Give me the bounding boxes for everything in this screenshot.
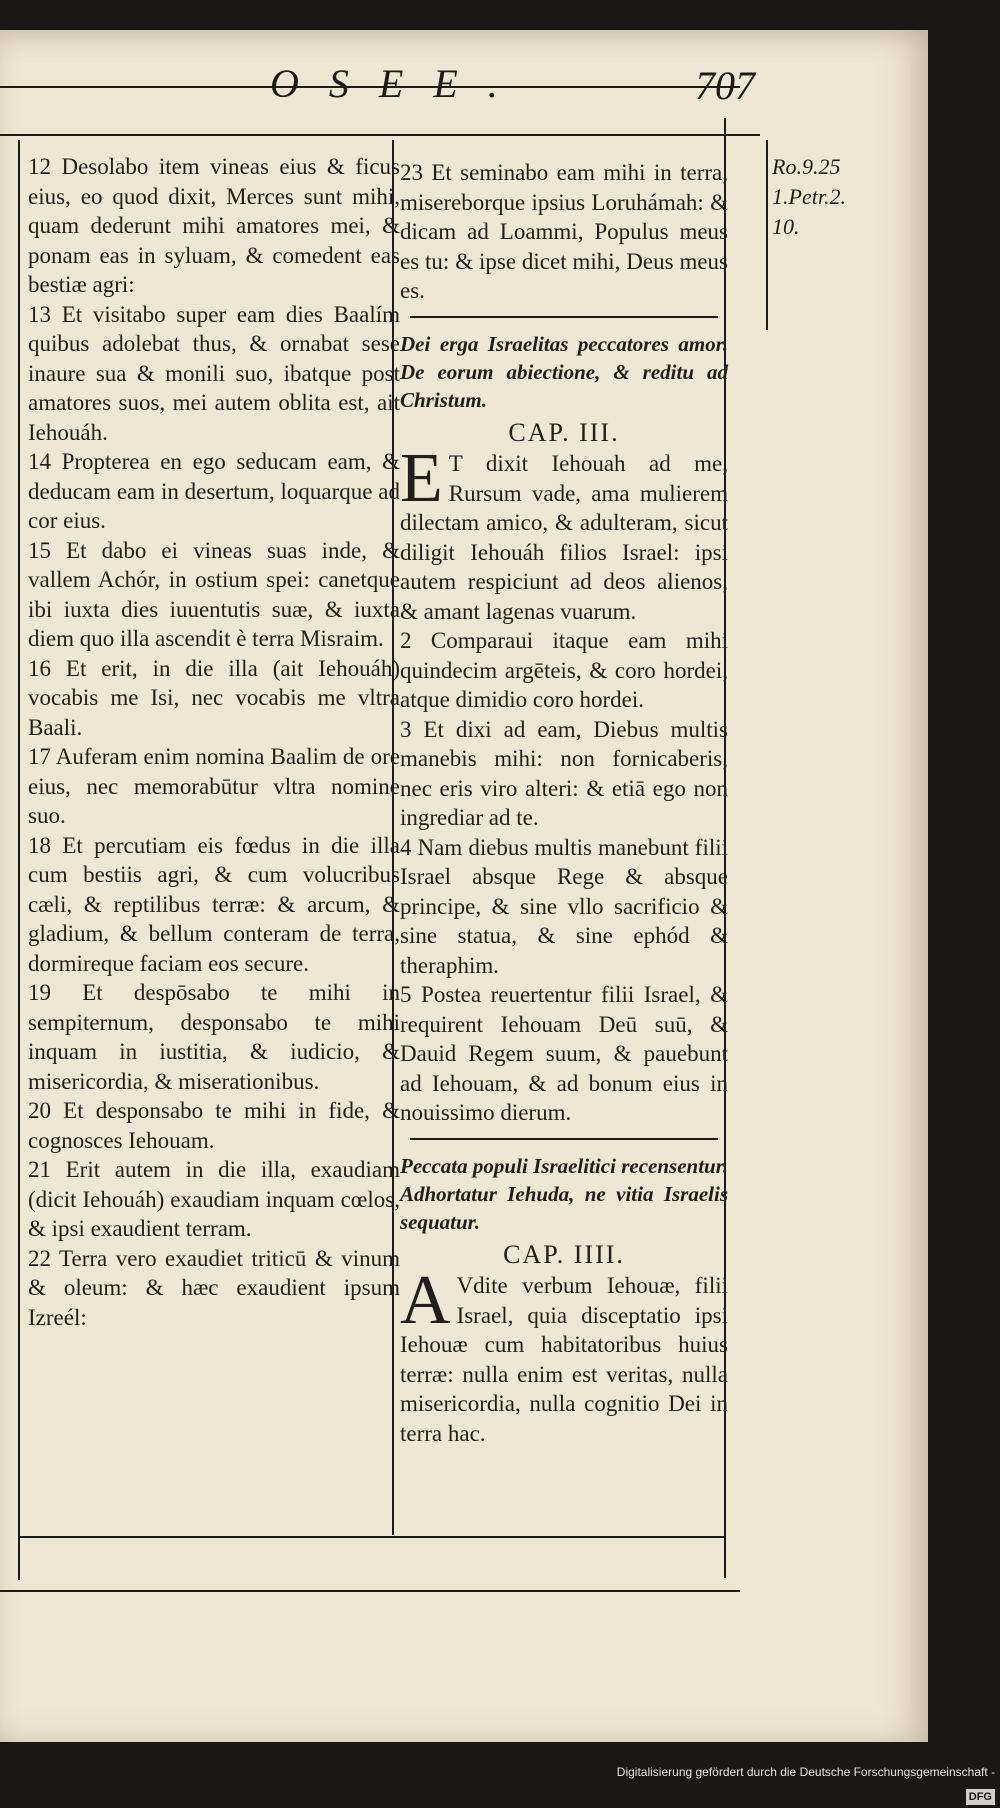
verse: 20 Et desponsabo te mihi in fide, & cognosces Iehouam. [28,1098,400,1153]
verse-text: Vdite verbum Iehouæ, filii Israel, quia disceptatio ipsi Iehouæ cum habitatoribus huius terræ: nulla enim est veritas, nulla misericordia, nulla cognitio Dei in terra hac. [400,1273,728,1446]
dfg-logo: DFG [966,1789,995,1805]
chapter-opening [400,1262,728,1448]
page-number: 707 [695,63,755,108]
bottom-rule-outer [0,1590,740,1592]
chapter-heading: CAP. IIII. [503,1239,625,1269]
verse: 16 Et erit, in die illa (ait Iehouáh) vocabis me Isi, nec vocabis me vltra Baali. [28,655,400,740]
verse: 17 Auferam enim nomina Baalim de ore eius, nec memorabūtur vltra nomine suo. [28,744,400,828]
verse: 22 Terra vero exaudiet triticū & vinum & oleum: & hæc exaudient ipsum Izreél: [28,1245,400,1330]
verse: 3 Et dixi ad eam, Diebus multis manebis mihi: non fornicaberis, nec eris viro alteri: & etiā ego non ingrediar ad te. [400,716,728,830]
verse: 23 Et seminabo eam mihi in terra, misereborque ipsius Loruhámah: & dicam ad Loammi, Populus meus es tu: & ipse dicet mihi, Deus meus es. [400,160,728,303]
drop-initial: E [400,440,443,517]
column-divider-left [18,140,20,1580]
digitization-footer [600,1760,995,1803]
verse-text: T dixit Iehouah ad me, Rursum vade, ama mulierem dilectam amico, & adulteram, sicut diligit Iehouáh filios Israel: ipsi autem respiciunt ad deos alienos, & amant lagenas vuarum. [400,451,728,624]
verse: 15 Et dabo ei vineas suas inde, & vallem Achór, in ostium spei: canetque ibi iuxta dies iuuentutis suæ, & iuxta diem quo illa ascendit è terra Misraim. [28,537,400,651]
drop-initial: A [400,1262,451,1339]
running-head: OSEE. [270,61,528,106]
section-separator [410,1138,718,1140]
chapter-heading: CAP. III. [508,417,620,447]
margin-notes [772,152,912,242]
margin-divider [766,140,768,330]
margin-note: 1.Petr.2. [772,184,846,209]
verse: 4 Nam diebus multis manebunt filii Israel absque Rege & absque principe, & sine vllo sacrificio & sine statua, & sine ephód & theraphim. [400,834,728,978]
verse: 2 Comparaui itaque eam mihi quindecim argēteis, & coro hordei, atque dimidio coro hordei. [400,628,728,712]
verse: 13 Et visitabo super eam dies Baalím quibus adolebat thus, & ornabat sese inaure sua & monili suo, ibatque post amatores suos, mei autem oblita est, ait Iehouáh. [28,301,400,445]
verse: 18 Et percutiam eis fœdus in die illa cum bestiis agri, & cum volucribus cæli, & reptilibus terræ: & arcum, & gladium, & bellum conteram de terra, dormireque faciam eos secure. [28,832,400,976]
verse: 19 Et despōsabo te mihi in sempiternum, desponsabo te mihi inquam in iustitia, & iudicio, & misericordia, & miserationibus. [28,980,400,1094]
left-column [28,152,400,1332]
footer-text: Digitalisierung gefördert durch die Deutsche Forschungsgemeinschaft - [616,1765,995,1779]
verse: 12 Desolabo item vineas eius & ficus eius, eo quod dixit, Merces sunt mihi, quam dederunt mihi amatores mei, & ponam eas in syluam, & comedent eas bestiæ agri: [28,154,400,297]
right-column [400,158,728,1448]
chapter-summary: Peccata populi Israelitici recensentur. Adhortatur Iehuda, ne vitia Israelis sequatur. [400,1153,728,1234]
margin-note: Ro.9.25 [772,154,841,179]
verse: 21 Erit autem in die illa, exaudiam (dicit Iehouáh) exaudiam inquam cœlos, & ipsi exaudient terram. [28,1157,400,1241]
chapter-summary: Dei erga Israelitas peccatores amor. De eorum abiectione, & reditu ad Christum. [400,331,728,412]
margin-note: 10. [772,214,800,239]
verse: 14 Propterea en ego seducam eam, & deducam eam in desertum, loquarque ad cor eius. [28,449,400,533]
verse: 5 Postea reuertentur filii Israel, & requirent Iehouam Deū suū, & Dauid Regem suum, & pauebunt ad Iehouam, & ad bonum eius in nouissimo dierum. [400,982,728,1125]
bottom-rule-inner [20,1536,724,1538]
chapter-opening [400,440,728,626]
header-rule [0,134,760,136]
section-separator [410,316,718,318]
